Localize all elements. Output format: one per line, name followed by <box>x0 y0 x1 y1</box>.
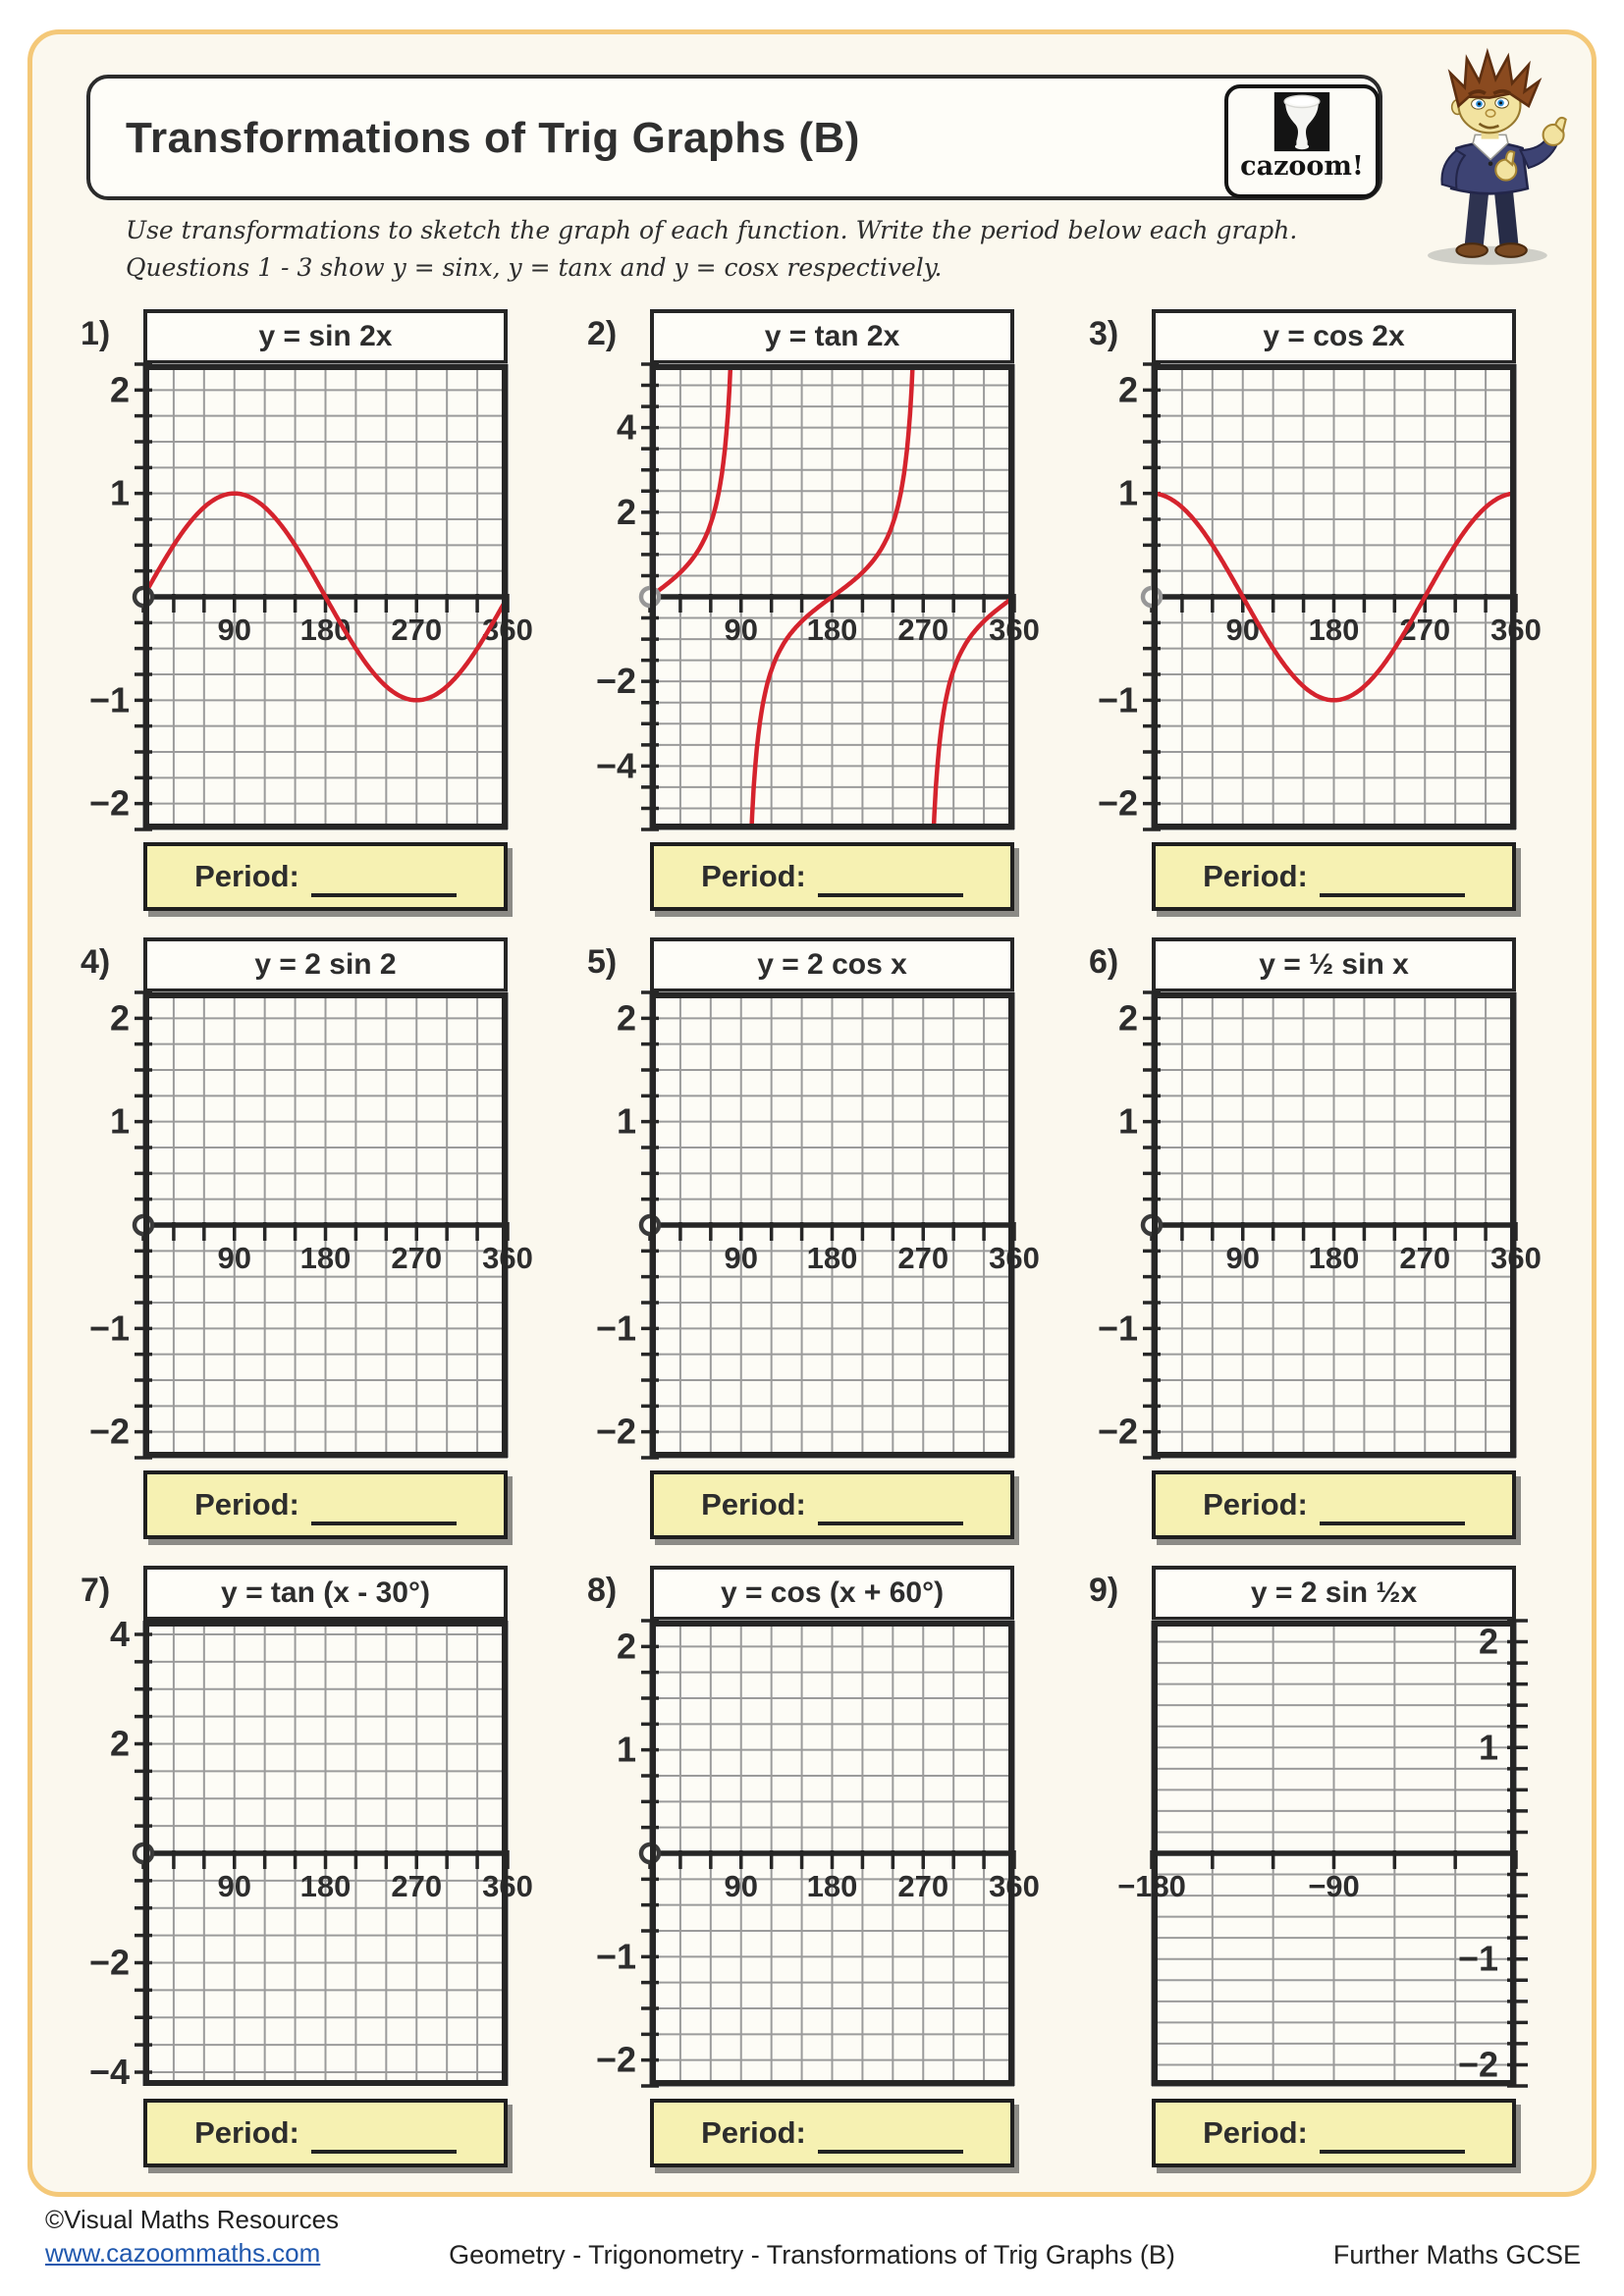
x-axis-label: 90 <box>1225 613 1260 647</box>
graph-grid <box>88 992 533 1458</box>
y-axis-label: −1 <box>88 679 130 721</box>
x-axis-label: 270 <box>391 1869 443 1903</box>
graph-panel-8 <box>595 1566 1040 2167</box>
x-axis-label: −180 <box>1117 1869 1186 1903</box>
panel-title: y = tan 2x <box>650 309 1014 364</box>
period-label: Period: <box>701 1487 806 1522</box>
period-label: Period: <box>1203 859 1308 893</box>
y-axis-label: −2 <box>1457 2044 1498 2085</box>
panel-title: y = cos (x + 60°) <box>650 1566 1014 1621</box>
period-answer-box <box>143 842 508 911</box>
x-axis-label: 270 <box>1399 1241 1451 1275</box>
question-number: 7) <box>81 1572 111 1609</box>
graph-grid <box>595 1621 1040 2086</box>
y-axis-label: 1 <box>1117 472 1138 513</box>
period-answer-box <box>143 2099 508 2167</box>
mascot-illustration <box>1386 47 1593 268</box>
x-axis-label: 180 <box>1308 613 1360 647</box>
y-axis-label: −1 <box>1097 1308 1138 1349</box>
y-axis-label: −2 <box>595 1411 636 1452</box>
x-axis-label: 90 <box>724 613 758 647</box>
x-axis-label: 270 <box>391 1241 443 1275</box>
panel-title: y = tan (x - 30°) <box>143 1566 508 1621</box>
footer-copyright: ©Visual Maths Resources <box>45 2205 340 2234</box>
graph-panel-3 <box>1097 309 1542 911</box>
y-axis-label: 2 <box>616 1626 636 1667</box>
graph-grid <box>595 364 1040 829</box>
period-label: Period: <box>1203 2115 1308 2150</box>
y-axis-label: 2 <box>616 491 636 532</box>
period-answer-box <box>650 1470 1014 1539</box>
question-number: 8) <box>587 1572 618 1609</box>
x-axis-label: 180 <box>1308 1241 1360 1275</box>
x-axis-label: 180 <box>806 1869 858 1903</box>
period-label: Period: <box>194 859 299 893</box>
period-answer-box <box>650 842 1014 911</box>
question-number: 9) <box>1089 1572 1119 1609</box>
x-axis-label: 360 <box>482 1869 533 1903</box>
y-axis-label: 1 <box>1478 1727 1498 1768</box>
y-axis-label: −2 <box>595 661 636 702</box>
x-axis-label: 180 <box>299 613 352 647</box>
graph-panel-6 <box>1097 937 1542 1539</box>
graph-grid <box>88 1613 533 2093</box>
period-answer-blank[interactable] <box>818 1496 963 1525</box>
panel-title: y = 2 sin ½x <box>1152 1566 1516 1621</box>
graph-panel-5 <box>595 937 1040 1539</box>
cazoom-logo-text: cazoom! <box>1240 151 1364 182</box>
period-label: Period: <box>194 2115 299 2150</box>
period-label: Period: <box>1203 1487 1308 1522</box>
y-axis-label: 2 <box>1117 369 1138 410</box>
y-axis-label: 2 <box>616 997 636 1039</box>
x-axis-label: 90 <box>217 1869 251 1903</box>
question-number: 2) <box>587 315 618 352</box>
y-axis-label: −2 <box>88 782 130 824</box>
y-axis-label: −4 <box>595 745 636 786</box>
footer-worksheet-path: Geometry - Trigonometry - Transformations of Trig Graphs (B) <box>449 2240 1175 2269</box>
instructions-line-1: Use transformations to sketch the graph of each function. Write the period below each graph. <box>126 216 1298 244</box>
y-axis-label: −2 <box>88 1942 130 1983</box>
graph-grid <box>1097 364 1542 829</box>
y-axis-label: −2 <box>595 2039 636 2080</box>
y-axis-label: −1 <box>1097 679 1138 721</box>
x-axis-label: 90 <box>217 613 251 647</box>
x-axis-label: 270 <box>897 1241 949 1275</box>
question-number: 5) <box>587 943 618 981</box>
panel-title: y = sin 2x <box>143 309 508 364</box>
period-label: Period: <box>701 2115 806 2150</box>
x-axis-label: 180 <box>806 1241 858 1275</box>
period-answer-blank[interactable] <box>818 2124 963 2154</box>
page-title: Transformations of Trig Graphs (B) <box>126 114 860 162</box>
x-axis-label: 90 <box>724 1241 758 1275</box>
x-axis-label: 90 <box>217 1241 251 1275</box>
y-axis-label: −1 <box>595 1308 636 1349</box>
y-axis-label: −2 <box>1097 782 1138 824</box>
y-axis-label: −1 <box>1457 1938 1498 1979</box>
graph-panel-1 <box>88 309 533 911</box>
period-answer-blank[interactable] <box>311 868 457 897</box>
y-axis-label: 2 <box>109 997 130 1039</box>
x-axis-label: 90 <box>724 1869 758 1903</box>
y-axis-label: 1 <box>616 1729 636 1770</box>
cazoom-drum-icon <box>1272 92 1332 153</box>
x-axis-label: 180 <box>299 1869 352 1903</box>
period-answer-blank[interactable] <box>818 868 963 897</box>
cazoom-logo <box>1224 84 1380 198</box>
graph-grid <box>595 992 1040 1458</box>
period-answer-blank[interactable] <box>1320 1496 1465 1525</box>
graph-grid <box>88 364 533 829</box>
y-axis-label: 2 <box>1117 997 1138 1039</box>
x-axis-label: −90 <box>1308 1869 1360 1903</box>
period-answer-blank[interactable] <box>311 1496 457 1525</box>
panel-title: y = 2 cos x <box>650 937 1014 992</box>
x-axis-label: 270 <box>391 613 443 647</box>
y-axis-label: 2 <box>1478 1621 1498 1662</box>
x-axis-label: 360 <box>989 613 1040 647</box>
panel-title: y = ½ sin x <box>1152 937 1516 992</box>
instructions-line-2: Questions 1 - 3 show y = sinx, y = tanx and y = cosx respectively. <box>126 253 943 282</box>
y-axis-label: 2 <box>109 369 130 410</box>
period-answer-blank[interactable] <box>311 2124 457 2154</box>
y-axis-label: 1 <box>1117 1100 1138 1142</box>
x-axis-label: 270 <box>897 613 949 647</box>
graph-grid <box>1097 992 1542 1458</box>
graph-grid <box>1117 1621 1516 2086</box>
y-axis-label: −4 <box>88 2052 130 2093</box>
period-answer-box <box>1152 842 1516 911</box>
period-answer-box <box>650 2099 1014 2167</box>
y-axis-label: −1 <box>595 1936 636 1977</box>
footer-website-link[interactable]: www.cazoommaths.com <box>45 2238 321 2268</box>
x-axis-label: 360 <box>482 1241 533 1275</box>
x-axis-label: 90 <box>1225 1241 1260 1275</box>
x-axis-label: 180 <box>299 1241 352 1275</box>
y-axis-label: 1 <box>109 472 130 513</box>
panel-title: y = 2 sin 2 <box>143 937 508 992</box>
period-answer-blank[interactable] <box>1320 2124 1465 2154</box>
period-label: Period: <box>701 859 806 893</box>
period-answer-box <box>1152 2099 1516 2167</box>
graph-panel-9 <box>1117 1566 1516 2167</box>
x-axis-label: 360 <box>1490 613 1542 647</box>
graph-panel-7 <box>88 1566 533 2167</box>
x-axis-label: 360 <box>989 1241 1040 1275</box>
question-number: 4) <box>81 943 111 981</box>
question-number: 3) <box>1089 315 1119 352</box>
question-number: 6) <box>1089 943 1119 981</box>
y-axis-label: 1 <box>616 1100 636 1142</box>
period-label: Period: <box>194 1487 299 1522</box>
question-number: 1) <box>81 315 111 352</box>
panel-title: y = cos 2x <box>1152 309 1516 364</box>
y-axis-label: 4 <box>616 406 636 448</box>
y-axis-label: −2 <box>88 1411 130 1452</box>
y-axis-label: 4 <box>109 1613 130 1654</box>
x-axis-label: 270 <box>897 1869 949 1903</box>
period-answer-box <box>1152 1470 1516 1539</box>
worksheet-title-box <box>86 75 1382 200</box>
y-axis-label: −1 <box>88 1308 130 1349</box>
period-answer-box <box>143 1470 508 1539</box>
x-axis-label: 360 <box>989 1869 1040 1903</box>
x-axis-label: 270 <box>1399 613 1451 647</box>
graph-panel-2 <box>595 309 1040 911</box>
graph-panel-4 <box>88 937 533 1539</box>
y-axis-label: −2 <box>1097 1411 1138 1452</box>
y-axis-label: 1 <box>109 1100 130 1142</box>
y-axis-label: 2 <box>109 1723 130 1764</box>
x-axis-label: 180 <box>806 613 858 647</box>
x-axis-label: 360 <box>482 613 533 647</box>
footer-course-level: Further Maths GCSE <box>1332 2240 1581 2269</box>
period-answer-blank[interactable] <box>1320 868 1465 897</box>
x-axis-label: 360 <box>1490 1241 1542 1275</box>
